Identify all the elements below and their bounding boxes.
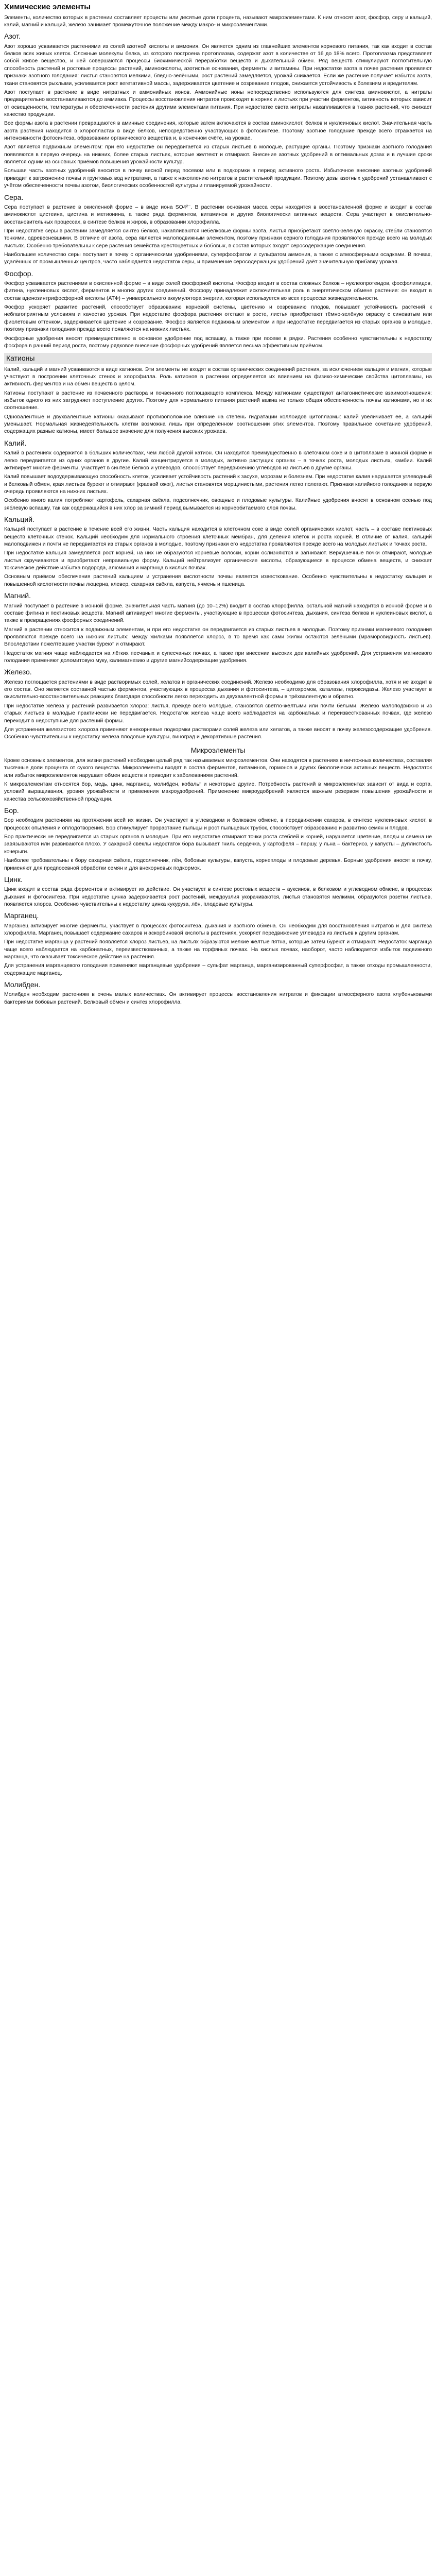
section-heading: Кальций. — [4, 515, 34, 524]
paragraph: При недостатке железа у растений развивается хлороз: листья, прежде всего молодые, становятся светло-жёлтыми или почти белыми. Железо малоподвижно и из старых листьев в молодые практически не передвигается. Недостаток железа чаще всего наблюдается на карбонатных и переизвесткованных почвах, где железо переходит в недоступные для растений формы. — [4, 703, 432, 724]
paragraph: Основным приёмом обеспечения растений кальцием и устранения кислотности почвы является известкование. Особенно чувствительны к недостатку кальция и повышенной кислотности почвы люцерна, клевер, сахарная свёкла, капуста, ячмень и пшеница. — [4, 574, 432, 587]
paragraph: Фосфор ускоряет развитие растений, способствует образованию корневой системы, цветению и созреванию плодов, повышает устойчивость растений к неблагоприятным условиям и качество урожая. При недостатке фосфора растения отстают в росте, листья приобретают тёмно-зелёную окраску с синеватым или фиолетовым оттенком, задерживается цветение и созревание. Фосфор является подвижным элементом и при недостатке передвигается из старых органов в молодые, поэтому признаки голодания прежде всего появляются на нижних листьях. — [4, 304, 432, 333]
paragraph: Для устранения марганцевого голодания применяют марганцевые удобрения – сульфат марганца, марганизированный суперфосфат, а также отходы промышленности, содержащие марганец. — [4, 963, 432, 976]
section — [4, 591, 432, 665]
section-heading: Азот. — [4, 32, 21, 41]
paragraph: Особенно много калия потребляют картофель, сахарная свёкла, подсолнечник, овощные и плодовые культуры. Калийные удобрения вносят в основном осенью под зяблевую вспашку, так как содержащийся в них хлор за зимний период вымывается из корнеобитаемого слоя почвы. — [4, 498, 432, 511]
paragraph: Железо поглощается растениями в виде растворимых солей, хелатов и органических соединений. Железо необходимо для образования хлорофилла, хотя и не входит в его состав. Оно является составной частью ферментов, участвующих в процессах дыхания и фотосинтеза, – цитохромов, каталазы, пероксидазы. Железо участвует в окислительно-восстановительных реакциях благодаря способности легко переходить из двухвалентной формы в трёхвалентную и обратно. — [4, 679, 432, 700]
section-heading: Цинк. — [4, 875, 23, 884]
paragraph: Элементы, количество которых в растении составляет процесты или десятые доли процента, называют макроэлементами. К ним относят азот, фосфор, серу и кальций, калий, магний и кальций, железо занимает промежуточное положение между макро- и микроэлементами. — [4, 14, 432, 28]
section — [4, 667, 432, 741]
paragraph: Магний поступает в растение в ионной форме. Значительная часть магния (до 10–12%) входит в состав хлорофилла, остальной магний находится в ионной форме и в составе фитина и пектиновых веществ. Магний активирует многие ферменты, участвующие в процессах фотосинтеза, дыхания, синтеза белков и нуклеиновых кислот, а также в превращениях фосфорных соединений. — [4, 603, 432, 624]
paragraph: Фосфор усваивается растениями в окисленной форме – в виде солей фосфорной кислоты. Фосфор входит в состав сложных белков – нуклеопротеидов, фосфолипидов, фитина, нуклеиновых кислот, ферментов и многих других соединений. Фосфору принадлежит исключительная роль в энергетическом обмене растения: он входит в состав аденозинтрифосфорной кислоты (АТФ) – универсального аккумулятора энергии, которая используется во всех процессах жизнедеятельности. — [4, 281, 432, 301]
paragraph: При недостатке кальция замедляется рост корней, на них не образуются корневые волоски, корни ослизняются и загнивают. Верхушечные почки отмирают, молодые листья скручиваются и приобретают неправильную форму. Кальций нейтрализует органические кислоты, образующиеся в процессе обмена веществ, и снижает токсическое действие избытка водорода, алюминия и марганца в кислых почвах. — [4, 550, 432, 571]
paragraph: Все формы азота в растении превращаются в аминные соединения, которые затем включаются в состав аминокислот, белков и нуклеиновых кислот. Значительная часть азота растения находится в хлоропластах в виде белков, непосредственно участвующих в фотосинтезе. Поэтому азотное голодание прежде всего отражается на интенсивности фотосинтеза, образовании органического вещества и, в конечном счёте, на урожае. — [4, 121, 432, 142]
section — [4, 875, 432, 908]
section-heading: Калий. — [4, 438, 27, 447]
paragraph: Бор необходим растениям на протяжении всей их жизни. Он участвует в углеводном и белковом обмене, в передвижении сахаров, в синтезе нуклеиновых кислот, в процессах опыления и оплодотворения. Бор стимулирует прорастание пыльцы и рост пыльцевых трубок, способствует образованию и развитию семян и плодов. — [4, 818, 432, 831]
section — [4, 980, 432, 1006]
paragraph: Марганец активирует многие ферменты, участвует в процессах фотосинтеза, дыхания и азотного обмена. Он необходим для восстановления нитратов и для синтеза хлорофилла. Марганец повышает содержание сахаров и аскорбиновой кислоты в растениях, ускоряет передвижение углеводов из листьев к другим органам. — [4, 923, 432, 936]
sections-container — [4, 14, 432, 1006]
paragraph: Азот поступает в растение в виде нитратных и аммонийных ионов. Аммонийные ионы непосредственно используются для синтеза аминокислот, а нитраты предварительно восстанавливаются до аммиака. Процессы восстановления нитратов происходят в корнях и листьях при участии ферментов, активность которых зависит от освещённости, температуры и обеспеченности растения другими элементами питания. При недостатке света нитраты накапливаются в тканях растений, что снижает качество продукции. — [4, 89, 432, 117]
page-title: Химические элементы — [4, 3, 91, 11]
paragraph: Сера поступает в растение в окисленной форме – в виде иона SO4²⁻. В растении основная масса серы находится в восстановленной форме и входит в состав аминокислот цистеина, цистина и метионина, а также ряда ферментов, витаминов и других биологически активных веществ. Сера участвует в окислительно-восстановительных процессах, в синтезе белков и жиров, в образовании хлорофилла. — [4, 204, 432, 225]
paragraph: Бор практически не передвигается из старых органов в молодые. При его недостатке отмирают точки роста стеблей и корней, нарушается цветение, плоды и семена не завязываются или развиваются плохо. У сахарной свёклы недостаток бора вызывает гниль сердечка, у картофеля – паршу, у льна – бактериоз, у капусты – дуплистость кочерыги. — [4, 834, 432, 855]
paragraph: Калий повышает водоудерживающую способность клеток, усиливает устойчивость растений к засухе, морозам и болезням. При недостатке калия нарушается углеводный и белковый обмен, края листьев буреют и отмирают (краевой ожог), листья становятся морщинистыми, растения легко полегают. Признаки калийного голодания в первую очередь проявляются на нижних листьях. — [4, 474, 432, 495]
paragraph: Калий в растениях содержится в больших количествах, чем любой другой катион. Он находится преимущественно в клеточном соке и в цитоплазме в ионной форме и легко передвигается из одних органов в другие. Калий концентрируется в молодых, активно растущих органах – в точках роста, молодых листьях, камбии. Калий активирует многие ферменты, участвует в синтезе белков и углеводов, способствует передвижению углеводов из листьев в другие органы. — [4, 450, 432, 471]
section — [4, 745, 432, 803]
section — [4, 515, 432, 588]
paragraph: Кальций поступает в растение в течение всей его жизни. Часть кальция находится в клеточном соке в виде солей органических кислот, часть – в составе пектиновых веществ клеточных стенок. Кальций необходим для нормального строения клеточных мембран, для деления клеток и роста корней. В отличие от калия, кальций малоподвижен и почти не передвигается из старых органов в молодые, поэтому признаки его недостатка проявляются прежде всего на молодых листьях и точках роста. — [4, 527, 432, 548]
paragraph: Фосфорные удобрения вносят преимущественно в основное удобрение под вспашку, а также при посеве в рядки. Растения особенно чувствительны к недостатку фосфора в ранний период роста, поэтому рядковое внесение фосфорных удобрений является весьма эффективным приёмом. — [4, 335, 432, 349]
section-heading: Бор. — [4, 806, 19, 815]
paragraph: Азот хорошо усваивается растениями из солей азотной кислоты и аммония. Он является одним из главнейших элементов корневого питания, так как входит в состав белков всех живых клеток. Сложные молекулы белка, из которого построена протоплазма, содержат азот в количестве от 16 до 18% всего. Протоплазма представляет собой живое вещество, и ней совершаются процессы биохимической переработки веществ и дыхательный обмен. Ряд веществ стимулируют поглотительную способность растений и ростовые процессы растений, аминокислоты, азотистые основания, ферменты и витамины. При недостатке азота в почве растения проявляют признаки азотного голодания: листья становятся мелкими, бледно-зелёными, рост растений замедляется, урожай снижается. Если же растение получает избыток азота, ткани становятся рыхлыми, усиливается рост вегетативной массы, задерживается цветение и созревание плодов, снижается устойчивость к болезням и вредителям. — [4, 43, 432, 87]
paragraph: Азот является подвижным элементом: при его недостатке он передвигается из старых листьев в молодые, растущие органы. Поэтому признаки азотного голодания появляются в первую очередь на нижних, более старых листьях, которые желтеют и отмирают. Внесение азотных удобрений в оптимальных дозах и в лучшие сроки является одним из основных приёмов повышения урожайности культур. — [4, 144, 432, 165]
section — [4, 193, 432, 266]
section-heading: Микроэлементы — [190, 745, 246, 754]
section — [4, 269, 432, 350]
paragraph: Кроме основных элементов, для жизни растений необходим целый ряд так называемых микроэлементов. Они находятся в растениях в ничтожных количествах, составляя тысячные доли процента от сухого вещества. Микроэлементы входят в состав ферментов, витаминов, гормонов и других биологически активных веществ. Недостаток или избыток микроэлементов нарушает обмен веществ и приводит к заболеваниям растений. — [4, 757, 432, 778]
paragraph: Молибден необходим растениям в очень малых количествах. Он активирует процессы восстановления нитратов и фиксации атмосферного азота клубеньковыми бактериями бобовых растений. Белковый обмен и синтез хлорофилла. — [4, 992, 432, 1005]
paragraph: Большая часть азотных удобрений вносится в почву весной перед посевом или в подкормки в период активного роста. Избыточное внесение азотных удобрений приводит к загрязнению почвы и грунтовых вод нитратами, а также к накоплению нитратов в растительной продукции. Поэтому дозы азотных удобрений устанавливают с учётом обеспеченности почвы азотом, биологических особенностей культуры и планируемой урожайности. — [4, 168, 432, 189]
paragraph: К микроэлементам относятся бор, медь, цинк, марганец, молибден, кобальт и некоторые другие. Потребность растений в микроэлементах зависит от вида и сорта, условий выращивания, уровня урожайности и применения макроудобрений. Применение микроудобрений является важным резервом повышения урожайности и качества сельскохозяйственной продукции. — [4, 781, 432, 802]
paragraph: Наиболее требовательны к бору сахарная свёкла, подсолнечник, лён, бобовые культуры, капуста, корнеплоды и плодовые деревья. Борные удобрения вносят в почву, применяют для предпосевной обработки семян и для внекорневых подкормок. — [4, 858, 432, 871]
paragraph: При недостатке марганца у растений появляется хлороз листьев, на листьях образуются мелкие жёлтые пятна, которые затем буреют и отмирают. Недостаток марганца чаще всего наблюдается на карбонатных, переизвесткованных, а также на торфяных почвах. На кислых почвах, наоборот, часто наблюдается избыток подвижного марганца, что оказывает токсическое действие на растения. — [4, 939, 432, 960]
paragraph: Наибольшее количество серы поступает в почву с органическими удобрениями, суперфосфатом и сульфатом аммония, а также с атмосферными осадками. В почвах, удалённых от промышленных центров, часто наблюдается недостаток серы, и применение серосодержащих удобрений даёт значительную прибавку урожая. — [4, 252, 432, 265]
section-heading: Марганец. — [4, 911, 39, 920]
paragraph: Магний в растении относится к подвижным элементам, и при его недостатке он передвигается из старых листьев в молодые. Поэтому признаки магниевого голодания проявляются прежде всего на нижних листьях: между жилками появляется хлороз, в то время как сами жилки остаются зелёными (мраморовидность листьев). Впоследствии пожелтевшие участки буреют и отмирают. — [4, 626, 432, 648]
section-heading: Магний. — [4, 591, 31, 600]
section-heading: Железо. — [4, 668, 32, 676]
paragraph: Катионы поступают в растение из почвенного раствора и почвенного поглощающего комплекса. Между катионами существуют антагонистические взаимоотношения: избыток одного из них затрудняет поступление других. Поэтому для нормального питания растений важна не только общая обеспеченность почвы катионами, но и их соотношение. — [4, 390, 432, 411]
section — [4, 353, 432, 436]
section-heading: Молибден. — [4, 980, 41, 989]
section — [4, 911, 432, 977]
section-heading: Сера. — [4, 193, 24, 201]
section-heading: Фосфор. — [4, 269, 33, 278]
section-heading: Катионы — [4, 353, 432, 364]
paragraph: Одновалентные и двухвалентные катионы оказывают противоположное влияние на степень гидратации коллоидов цитоплазмы: калий увеличивает её, а кальций уменьшает. Нормальная жизнедеятельность клетки возможна лишь при определённом соотношении этих элементов. Поэтому правильное сочетание удобрений, содержащих разные катионы, имеет большое значение для получения высоких урожаев. — [4, 414, 432, 435]
section — [4, 31, 432, 190]
document-page — [0, 0, 436, 1012]
paragraph: Калий, кальций и магний усваиваются в виде катионов. Эти элементы не входят в состав органических соединений растения, за исключением кальция и магния, которые участвуют в построении клеточных стенок и хлорофилла. Роль катионов в растении определяется их влиянием на физико-химические свойства цитоплазмы, на активность ферментов и на обмен веществ в целом. — [4, 366, 432, 387]
section — [4, 14, 432, 29]
paragraph: При недостатке серы в растении замедляется синтез белков, накапливаются небелковые формы азота, листья приобретают светло-зелёную окраску, стебли становятся тонкими, одревесневшими. В отличие от азота, сера является малоподвижным элементом, поэтому признаки серного голодания проявляются прежде всего на молодых листьях. Особенно требовательны к сере растения семейства крестоцветных и бобовых, в состав которых входят серосодержащие соединения. — [4, 228, 432, 249]
section — [4, 806, 432, 872]
paragraph: Цинк входит в состав ряда ферментов и активирует их действие. Он участвует в синтезе ростовых веществ – ауксинов, в белковом и углеводном обмене, в процессах дыхания и фотосинтеза. При недостатке цинка задерживается рост растений, междоузлия укорачиваются, листья становятся мелкими, образуются розетки листьев, появляется хлороз. Особенно чувствительны к недостатку цинка кукуруза, лён, плодовые культуры. — [4, 887, 432, 907]
section — [4, 438, 432, 512]
paragraph: Для устранения железистого хлороза применяют внекорневые подкормки растворами солей железа или хелатов, а также вносят в почву железосодержащие удобрения. Особенно чувствительны к недостатку железа плодовые культуры, виноград и декоративные растения. — [4, 726, 432, 740]
paragraph: Недостаток магния чаще наблюдается на лёгких песчаных и супесчаных почвах, а также при внесении высоких доз калийных удобрений. Для устранения магниевого голодания применяют доломитовую муку, калимагнезию и другие магнийсодержащие удобрения. — [4, 650, 432, 664]
